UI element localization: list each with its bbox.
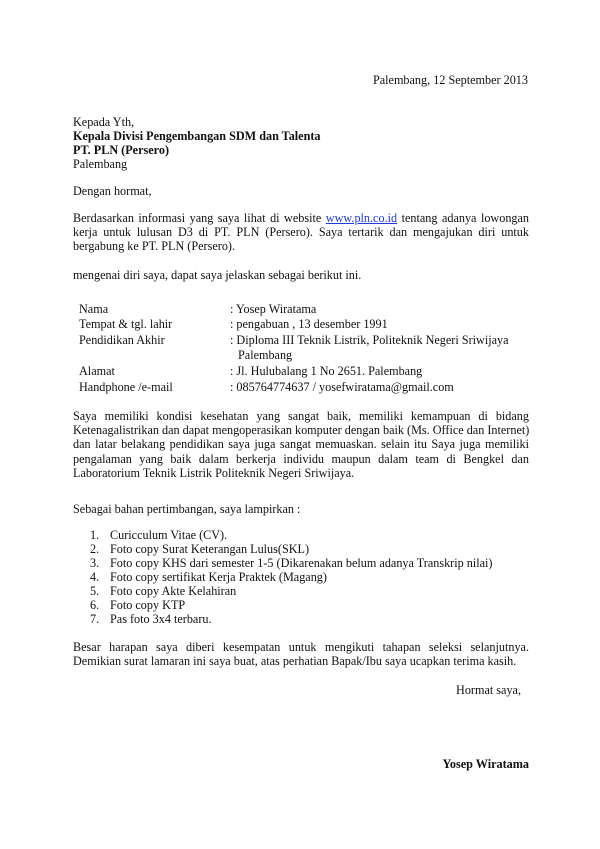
personal-value-birth: : pengabuan , 13 desember 1991 [230, 317, 388, 331]
personal-value-contact: : 085764774637 / yosefwiratama@gmail.com [230, 380, 454, 394]
attachment-number: 1. [90, 528, 100, 542]
attachments-intro: Sebagai bahan pertimbangan, saya lampirkan : [73, 502, 301, 516]
attachment-item: Curicculum Vitae (CV). [110, 528, 228, 542]
personal-value-name: : Yosep Wiratama [230, 302, 317, 316]
condition-line: Laboratorium Teknik Listrik Politeknik Negeri Sriwijaya. [73, 465, 355, 480]
personal-label-name: Nama [79, 302, 109, 316]
condition-paragraph [73, 409, 529, 480]
personal-value-education: : Diploma III Teknik Listrik, Politeknik Negeri Sriwijaya [230, 333, 509, 347]
intro-line-1 [73, 211, 529, 225]
attachment-item: Foto copy Akte Kelahiran [110, 584, 237, 598]
attachment-item: Foto copy KHS dari semester 1-5 (Dikarenakan belum adanya Transkrip nilai) [110, 556, 493, 570]
attachment-number: 3. [90, 556, 100, 570]
personal-value-address: : Jl. Hulubalang 1 No 2651. Palembang [230, 364, 423, 378]
website-link[interactable]: www.pln.co.id [325, 211, 398, 225]
recipient-company: PT. PLN (Persero) [73, 143, 169, 157]
signature-name: Yosep Wiratama [442, 757, 529, 771]
attachment-item: Pas foto 3x4 terbaru. [110, 612, 212, 626]
attachment-number: 7. [90, 612, 100, 626]
intro-line-2: kerja untuk lulusan D3 di PT. PLN (Persero). Saya tertarik dan mengajukan diri untuk [73, 225, 529, 240]
attachment-number: 6. [90, 598, 100, 612]
personal-label-education: Pendidikan Akhir [79, 333, 165, 347]
condition-line: pengalaman yang baik dalam berkerja individu maupun dalam team di Bengkel dan [73, 451, 529, 466]
closing-line: Demikian surat lamaran ini saya buat, atas perhatian Bapak/Ibu saya ucapkan terima kasih. [73, 654, 517, 669]
intro-paragraph [73, 211, 529, 254]
greeting: Dengan hormat, [73, 184, 152, 198]
attachment-number: 2. [90, 542, 100, 556]
recipient-city: Palembang [73, 157, 128, 171]
personal-label-address: Alamat [79, 364, 115, 378]
attachment-item: Foto copy Surat Keterangan Lulus(SKL) [110, 542, 310, 556]
about-intro: mengenai diri saya, dapat saya jelaskan sebagai berikut ini. [73, 268, 362, 282]
attachment-number: 5. [90, 584, 100, 598]
closing-paragraph [73, 640, 529, 668]
recipient-position: Kepala Divisi Pengembangan SDM dan Talenta [73, 129, 321, 143]
condition-line: dan latar belakang pendidikan saya juga sangat memuaskan. selain itu Saya juga memiliki [73, 437, 529, 452]
regards: Hormat saya, [456, 683, 521, 697]
intro-line-3: bergabung ke PT. PLN (Persero). [73, 239, 236, 254]
intro-line-1-after: tentang adanya lowongan [401, 211, 530, 225]
recipient-salutation: Kepada Yth, [73, 115, 135, 129]
attachment-item: Foto copy sertifikat Kerja Praktek (Magang) [110, 570, 327, 584]
intro-line-1-before: Berdasarkan informasi yang saya lihat di website [73, 211, 322, 225]
attachment-item: Foto copy KTP [110, 598, 186, 612]
personal-label-contact: Handphone /e-mail [79, 380, 173, 394]
closing-line: Besar harapan saya diberi kesempatan untuk mengikuti tahapan seleksi selanjutnya. [73, 640, 529, 654]
attachment-number: 4. [90, 570, 100, 584]
date-line: Palembang, 12 September 2013 [372, 73, 528, 87]
condition-line: Saya memiliki kondisi kesehatan yang sangat baik, memiliki kemampuan di bidang [73, 409, 529, 423]
personal-label-birth: Tempat & tgl. lahir [79, 317, 173, 331]
condition-line: Ketenagalistrikan dan dapat mengoperasikan komputer dengan baik (Ms. Office dan Internet) [73, 423, 530, 438]
personal-value-education-cont: Palembang [238, 348, 293, 362]
